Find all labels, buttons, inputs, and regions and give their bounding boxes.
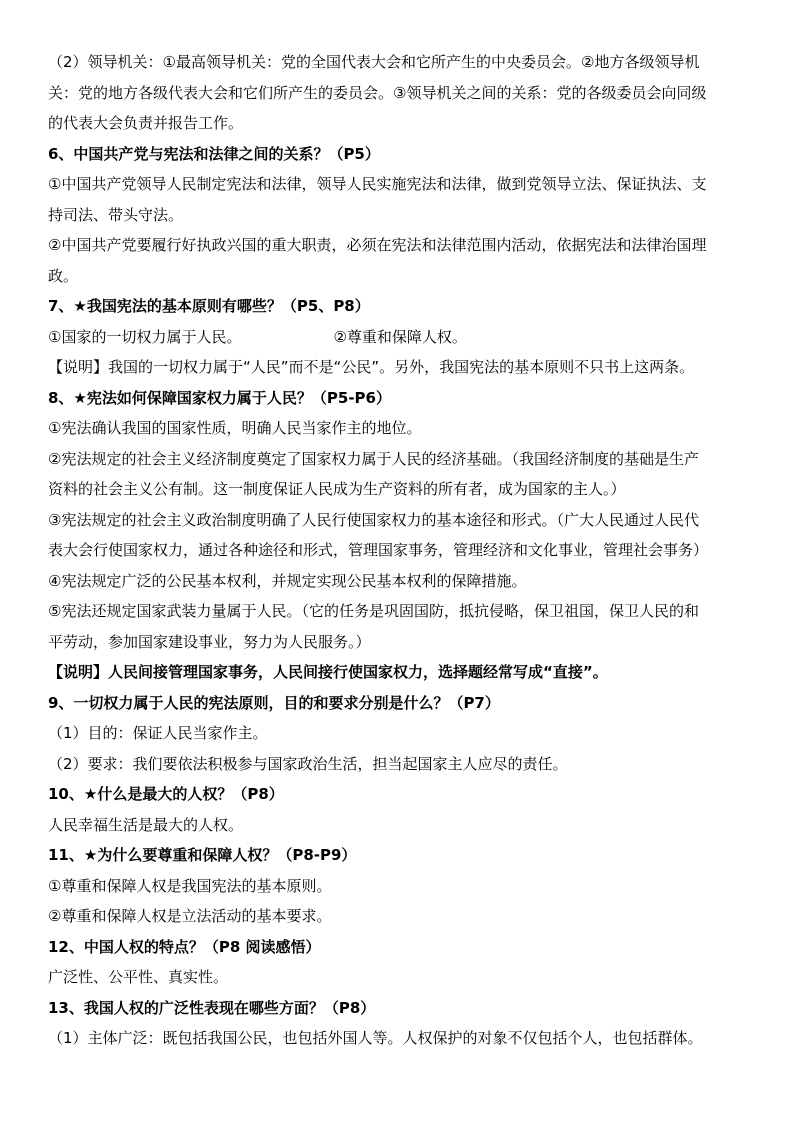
text-line: 持司法、带头守法。 (48, 205, 184, 224)
question-heading: 11、★为什么要尊重和保障人权？（P8-P9） (48, 846, 357, 864)
question-heading: 7、★我国宪法的基本原则有哪些？（P5、P8） (48, 297, 370, 315)
text-line: 人民幸福生活是最大的人权。 (48, 815, 244, 834)
principle-2: ②尊重和保障人权。 (333, 327, 467, 346)
principle-1: ①国家的一切权力属于人民。 (48, 327, 242, 346)
text-line: （2）要求：我们要依法积极参与国家政治生活，担当起国家主人应尽的责任。 (48, 754, 568, 773)
question-heading: 6、中国共产党与宪法和法律之间的关系？（P5） (48, 144, 380, 163)
text-line: ②宪法规定的社会主义经济制度奠定了国家权力属于人民的经济基础。（我国经济制度的基础是生产 (48, 449, 699, 468)
text-line: ③宪法规定的社会主义政治制度明确了人民行使国家权力的基本途径和形式。（广大人民通过人民代 (48, 510, 699, 529)
note-line-bold: 【说明】人民间接管理国家事务，人民间接行使国家权力，选择题经常写成“直接”。 (48, 663, 608, 681)
text-line: ②尊重和保障人权是立法活动的基本要求。 (48, 907, 332, 925)
text-line: 表大会行使国家权力，通过各种途径和形式，管理国家事务，管理经济和文化事业，管理社会事务） (48, 541, 709, 559)
text-line: ①宪法确认我国的国家性质，明确人民当家作主的地位。 (48, 419, 422, 437)
text-line: 政。 (48, 266, 79, 285)
question-heading: 8、★宪法如何保障国家权力属于人民？（P5-P6） (48, 388, 391, 407)
text-line: ⑤宪法还规定国家武装力量属于人民。（它的任务是巩固国防，抵抗侵略，保卫祖国，保卫人民的和 (48, 602, 699, 620)
question-heading: 12、中国人权的特点？（P8 阅读感悟） (48, 937, 321, 956)
text-line: 资料的社会主义公有制。这一制度保证人民成为生产资料的所有者，成为国家的主人。） (48, 480, 626, 498)
question-heading: 9、一切权力属于人民的宪法原则，目的和要求分别是什么？（P7） (48, 693, 500, 712)
note-line: 【说明】我国的一切权力属于“人民”而不是“公民”。另外，我国宪法的基本原则不只书上这两条。 (48, 358, 695, 376)
text-line: （2）领导机关：①最高领导机关：党的全国代表大会和它所产生的中央委员会。②地方各级领导机 (48, 53, 700, 71)
two-column-line (48, 322, 754, 353)
question-heading: 13、我国人权的广泛性表现在哪些方面？（P8） (48, 998, 376, 1017)
text-line: （1）主体广泛：既包括我国公民，也包括外国人等。人权保护的对象不仅包括个人，也包括群体。 (48, 1029, 703, 1047)
text-line: ①尊重和保障人权是我国宪法的基本原则。 (48, 876, 332, 895)
text-line: ②中国共产党要履行好执政兴国的重大职责，必须在宪法和法律范围内活动，依据宪法和法律治国理 (48, 236, 707, 254)
text-line: ④宪法规定广泛的公民基本权利，并规定实现公民基本权利的保障措施。 (48, 571, 527, 590)
question-heading: 10、★什么是最大的人权？（P8） (48, 785, 284, 803)
text-line: 平劳动，参加国家建设事业，努力为人民服务。） (48, 632, 371, 651)
text-line: ①中国共产党领导人民制定宪法和法律，领导人民实施宪法和法律，做到党领导立法、保证执法、支 (48, 175, 707, 193)
text-line: （1）目的：保证人民当家作主。 (48, 724, 268, 742)
text-line: 关：党的地方各级代表大会和它们所产生的委员会。③领导机关之间的关系：党的各级委员会向同级 (48, 83, 707, 102)
text-line: 广泛性、公平性、真实性。 (48, 968, 229, 986)
text-line: 的代表大会负责并报告工作。 (48, 114, 244, 132)
